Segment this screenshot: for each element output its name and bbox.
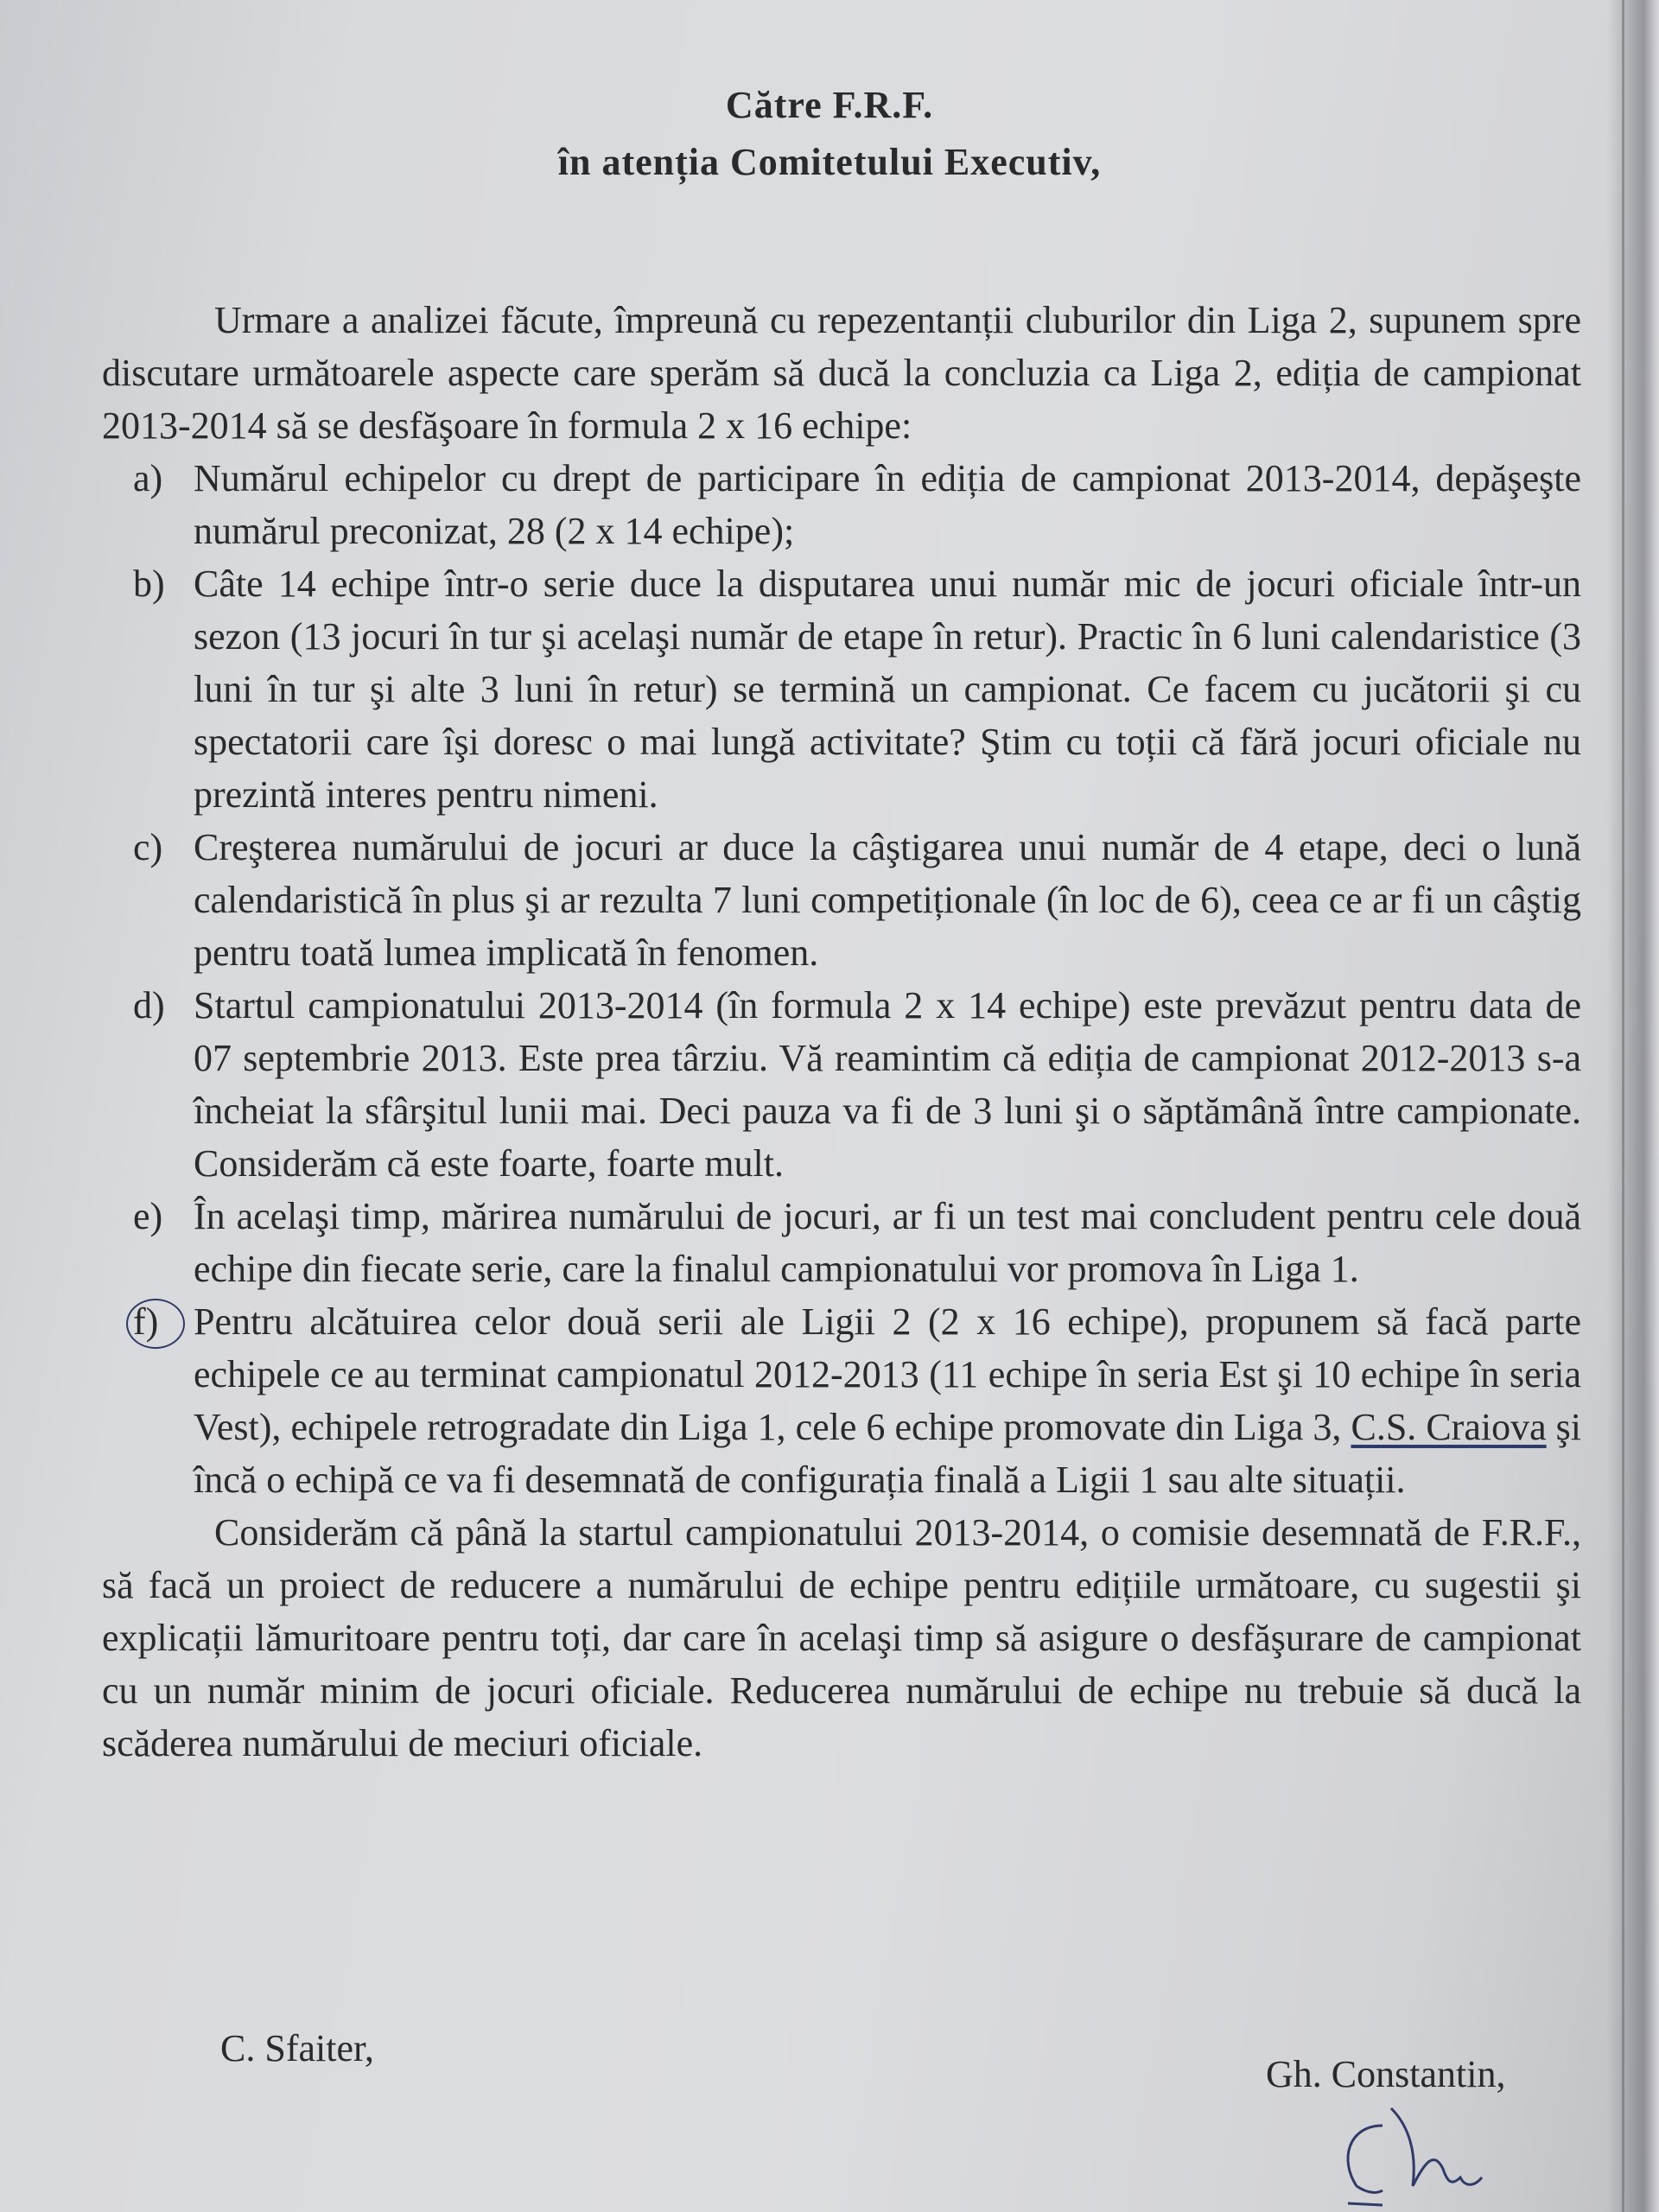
item-letter — [102, 1295, 194, 1506]
list-item-d — [102, 979, 1581, 1190]
underlined-club-name: C.S. Craiova — [1351, 1406, 1547, 1448]
item-f-text-after: şi încă o echipă ce va fi desemnată de configurația finală a Ligii 1 sau alte situații. — [194, 1406, 1581, 1501]
item-letter: e) — [133, 1195, 163, 1237]
item-letter: b) — [133, 563, 165, 605]
letter-body — [102, 294, 1581, 1770]
item-text — [194, 1295, 1581, 1506]
item-letter: c) — [133, 826, 163, 868]
item-text: Numărul echipelor cu drept de participare în ediția de campionat 2013-2014, depăşeşte numărul preconizat, 28 (2 x 14 echipe); — [194, 457, 1581, 552]
item-letter: a) — [133, 457, 163, 499]
item-letter: d) — [133, 984, 165, 1027]
item-text: În acelaşi timp, mărirea numărului de jocuri, ar fi un test mai concludent pentru cele două echipe din fiecate serie, care la finalul campionatului vor promova în Liga 1. — [194, 1195, 1581, 1290]
addressee-line: Către F.R.F. — [725, 84, 934, 126]
handwritten-signature — [1331, 2091, 1521, 2212]
attention-line: în atenția Comitetului Executiv, — [557, 141, 1102, 183]
list-item-f — [102, 1295, 1581, 1506]
item-f-text-before: Pentru alcătuirea celor două serii ale Ligii 2 (2 x 16 echipe), propunem să facă parte echipele ce au terminat campionatul 2012-2013 (11 echipe în seria Est şi 10 echipe în seria Vest), echipele retrogradate din Liga 1, cele 6 echipe promovate din Liga 3, — [194, 1300, 1581, 1448]
list-item-b — [102, 557, 1581, 821]
closing-paragraph: Considerăm că până la startul campionatului 2013-2014, o comisie desemnată de F.R.F., să facă un proiect de reducere a numărului de echipe pentru edițiile următoare, cu sugestii şi explicații lămuritoare pentru toți, dar care în acelaşi timp să asigure o desfăşurare de campionat cu un număr minim de jocuri oficiale. Reducerea numărului de echipe nu trebuie să ducă la scăderea numărului de meciuri oficiale. — [102, 1511, 1581, 1764]
hand-drawn-circle — [126, 1299, 185, 1349]
signatory-right: Gh. Constantin, — [1266, 2053, 1506, 2095]
list-item-c — [102, 821, 1581, 979]
item-f-letter: f) — [133, 1300, 159, 1343]
list-item-a — [102, 452, 1581, 557]
list-item-e — [102, 1190, 1581, 1295]
page-edge-line — [1622, 0, 1624, 2212]
page-edge-shadow — [1607, 0, 1659, 2212]
intro-paragraph: Urmare a analizei făcute, împreună cu repezentanții cluburilor din Liga 2, supunem spre discutare următoarele aspecte care sperăm să ducă la concluzia ca Liga 2, ediția de campionat 2013-2014 să se desfăşoare în formula 2 x 16 echipe: — [102, 299, 1581, 447]
item-text: Câte 14 echipe într-o serie duce la disputarea unui număr mic de jocuri oficiale într-un sezon (13 jocuri în tur şi acelaşi număr de etape în retur). Practic în 6 luni calendaristice (3 luni în tur şi alte 3 luni în retur) se termină un campionat. Ce facem cu jucătorii şi cu spectatorii care îşi doresc o mai lungă activitate? Ştim cu toții că fără jocuri oficiale nu prezintă interes pentru nimeni. — [194, 563, 1581, 816]
item-text: Startul campionatului 2013-2014 (în formula 2 x 14 echipe) este prevăzut pentru data de 07 septembrie 2013. Este prea târziu. Vă reamintim că ediția de campionat 2012-2013 s-a încheiat la sfârşitul lunii mai. Deci pauza va fi de 3 luni şi o săptămână între campionate. Considerăm că este foarte, foarte mult. — [194, 984, 1581, 1185]
item-text: Creşterea numărului de jocuri ar duce la câştigarea unui număr de 4 etape, deci o lună calendaristică în plus şi ar rezulta 7 luni competiționale (în loc de 6), ceea ce ar fi un câştig pentru toată lumea implicată în fenomen. — [194, 826, 1581, 974]
signatory-left: C. Sfaiter, — [220, 2027, 374, 2069]
